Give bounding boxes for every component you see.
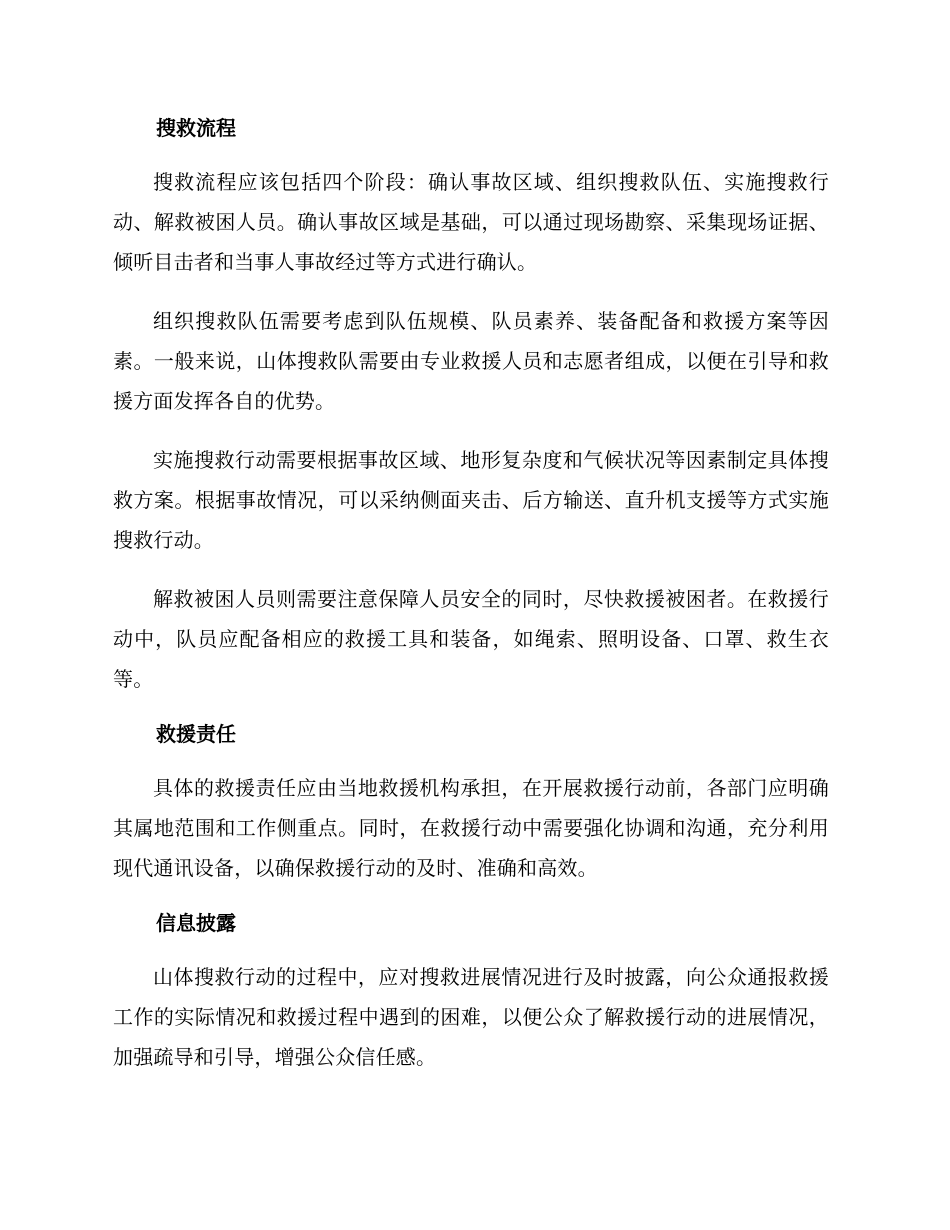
paragraph: 组织搜救队伍需要考虑到队伍规模、队员素养、装备配备和救援方案等因素。一般来说，山体搜救队需要由专业救援人员和志愿者组成，以便在引导和救援方面发挥各自的优势。 bbox=[113, 309, 829, 413]
section-heading-information-disclosure: 信息披露 bbox=[156, 911, 236, 935]
document-body bbox=[113, 109, 829, 1077]
paragraph: 具体的救援责任应由当地救援机构承担，在开展救援行动前，各部门应明确其属地范围和工作侧重点。同时，在救援行动中需要强化协调和沟通，充分利用现代通讯设备，以确保救援行动的及时、准确和高效。 bbox=[113, 776, 829, 880]
paragraph: 搜救流程应该包括四个阶段：确认事故区域、组织搜救队伍、实施搜救行动、解救被困人员。确认事故区域是基础，可以通过现场勘察、采集现场证据、倾听目击者和当事人事故经过等方式进行确认。 bbox=[113, 170, 829, 274]
section-heading-search-process: 搜救流程 bbox=[156, 116, 236, 140]
paragraph: 山体搜救行动的过程中，应对搜救进展情况进行及时披露，向公众通报救援工作的实际情况和救援过程中遇到的困难，以便公众了解救援行动的进展情况，加强疏导和引导，增强公众信任感。 bbox=[113, 965, 829, 1069]
section-heading-rescue-responsibility: 救援责任 bbox=[156, 722, 236, 746]
paragraph: 解救被困人员则需要注意保障人员安全的同时，尽快救援被困者。在救援行动中，队员应配备相应的救援工具和装备，如绳索、照明设备、口罩、救生衣等。 bbox=[113, 587, 829, 691]
paragraph: 实施搜救行动需要根据事故区域、地形复杂度和气候状况等因素制定具体搜救方案。根据事故情况，可以采纳侧面夹击、后方输送、直升机支援等方式实施搜救行动。 bbox=[113, 448, 829, 552]
